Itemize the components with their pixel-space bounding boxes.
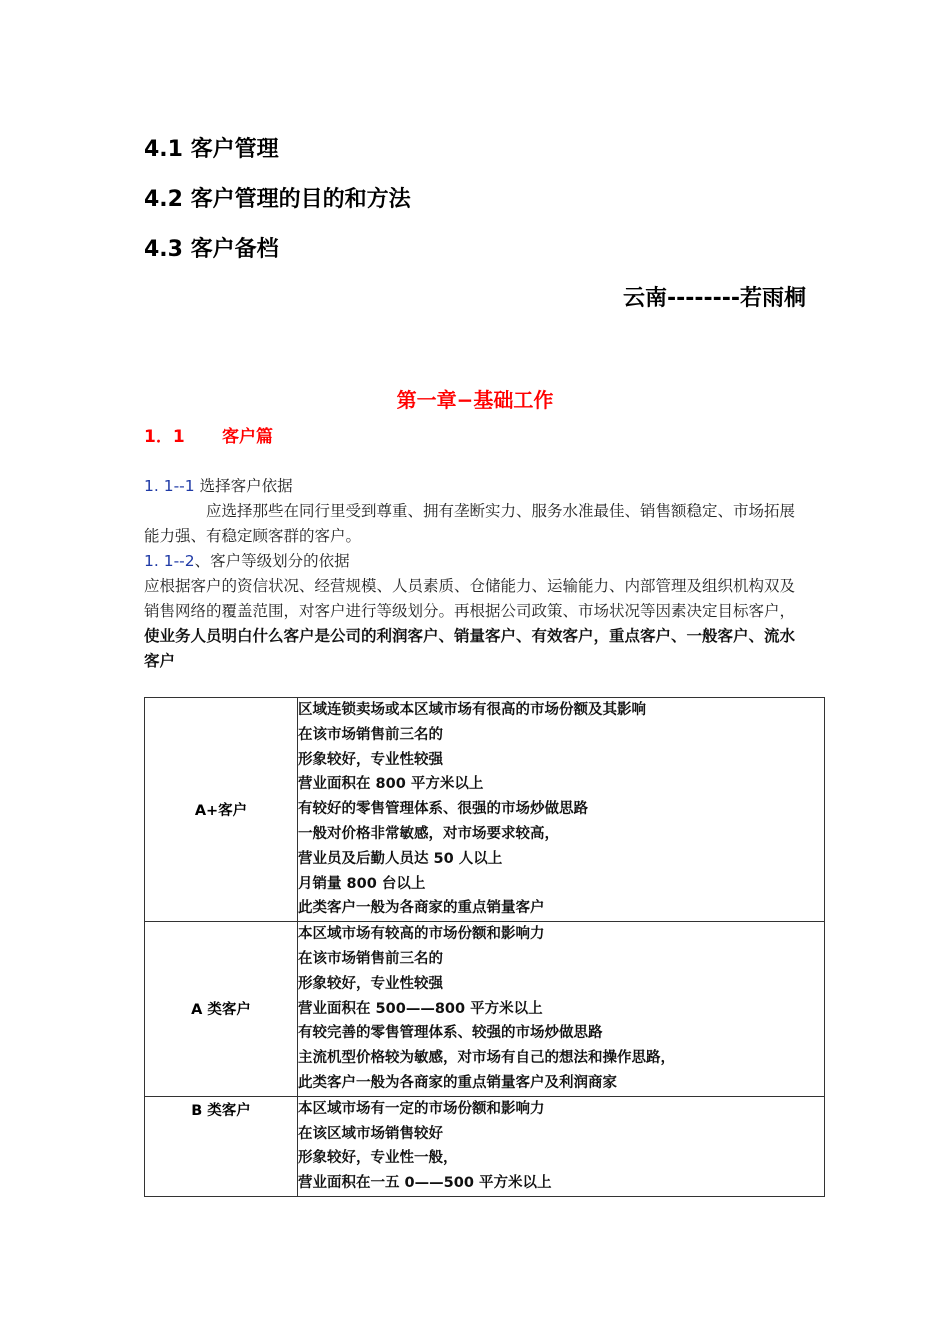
criteria-line: 此类客户一般为各商家的重点销量客户 bbox=[298, 900, 545, 917]
subsection-2-paragraph bbox=[144, 574, 808, 674]
criteria-line: 本区域市场有一定的市场份额和影响力 bbox=[298, 1100, 545, 1117]
subsection-2-text-a: 应根据客户的资信状况、经营规模、人员素质、仓储能力、运输能力、内部管理及组织机构双及销售网络的覆盖范围，对客户进行等级划分。再根据公司政策、市场状况等因素决定目标客户， bbox=[144, 577, 796, 620]
grade-criteria bbox=[298, 922, 825, 1097]
section-heading bbox=[144, 424, 273, 450]
grade-criteria bbox=[298, 1096, 825, 1196]
customer-grade-table bbox=[144, 697, 825, 1197]
criteria-line: 形象较好，专业性较强 bbox=[298, 975, 443, 992]
criteria-line: 区域连锁卖场或本区域市场有很高的市场份额及其影响 bbox=[298, 702, 646, 718]
criteria-line: 形象较好，专业性较强 bbox=[298, 751, 443, 768]
table-row bbox=[145, 1096, 825, 1196]
author-line: 云南--------若雨桐 bbox=[622, 286, 806, 311]
criteria-line: 营业面积在 500——800 平方米以上 bbox=[298, 1000, 543, 1017]
criteria-line: 有较好的零售管理体系、很强的市场炒做思路 bbox=[298, 801, 588, 818]
table-row bbox=[145, 698, 825, 922]
grade-label: B 类客户 bbox=[145, 1096, 298, 1196]
criteria-line: 形象较好，专业性一般， bbox=[298, 1150, 458, 1167]
subsection-2-heading bbox=[144, 549, 808, 574]
section-number: 1．1 bbox=[144, 427, 185, 447]
criteria-line: 本区域市场有较高的市场份额和影响力 bbox=[298, 926, 545, 943]
criteria-line: 在该区域市场销售较好 bbox=[298, 1125, 443, 1142]
subsection-2-number: 1. 1--2 bbox=[144, 552, 195, 570]
criteria-line: 营业员及后勤人员达 50 人以上 bbox=[298, 850, 503, 867]
criteria-line: 在该市场销售前三名的 bbox=[298, 950, 443, 967]
section-title: 客户篇 bbox=[222, 427, 273, 447]
subsection-1-heading bbox=[144, 474, 808, 499]
grade-label: A 类客户 bbox=[145, 922, 298, 1097]
criteria-line: 在该市场销售前三名的 bbox=[298, 726, 443, 743]
chapter-title: 第一章−基础工作 bbox=[396, 388, 554, 412]
criteria-line: 有较完善的零售管理体系、较强的市场炒做思路 bbox=[298, 1025, 603, 1042]
criteria-line: 主流机型价格较为敏感，对市场有自己的想法和操作思路， bbox=[298, 1050, 675, 1067]
grade-criteria bbox=[298, 698, 825, 922]
criteria-line: 此类客户一般为各商家的重点销量客户及利润商家 bbox=[298, 1074, 617, 1091]
subsection-1-title: 选择客户依据 bbox=[199, 477, 293, 495]
subsection-1 bbox=[144, 474, 808, 674]
toc-item-4-2: 4.2 客户管理的目的和方法 bbox=[144, 187, 411, 212]
subsection-2-text-b: 使业务人员明白什么客户是公司的利润客户、销量客户、有效客户，重点客户、一般客户、流水客户 bbox=[144, 627, 796, 670]
toc-item-4-3: 4.3 客户备档 bbox=[144, 237, 279, 262]
criteria-line: 营业面积在 800 平方米以上 bbox=[298, 776, 484, 793]
subsection-2-title: 、客户等级划分的依据 bbox=[194, 552, 350, 570]
criteria-line: 一般对价格非常敏感，对市场要求较高， bbox=[298, 825, 559, 842]
subsection-1-paragraph: 应选择那些在同行里受到尊重、拥有垄断实力、服务水准最佳、销售额稳定、市场拓展能力强、有稳定顾客群的客户。 bbox=[144, 502, 796, 545]
table-row bbox=[145, 922, 825, 1097]
subsection-1-number: 1. 1--1 bbox=[144, 477, 195, 495]
grade-label: A+客户 bbox=[145, 698, 298, 922]
criteria-line: 营业面积在一五 0——500 平方米以上 bbox=[298, 1175, 552, 1192]
toc-item-4-1: 4.1 客户管理 bbox=[144, 137, 279, 162]
criteria-line: 月销量 800 台以上 bbox=[298, 875, 426, 892]
